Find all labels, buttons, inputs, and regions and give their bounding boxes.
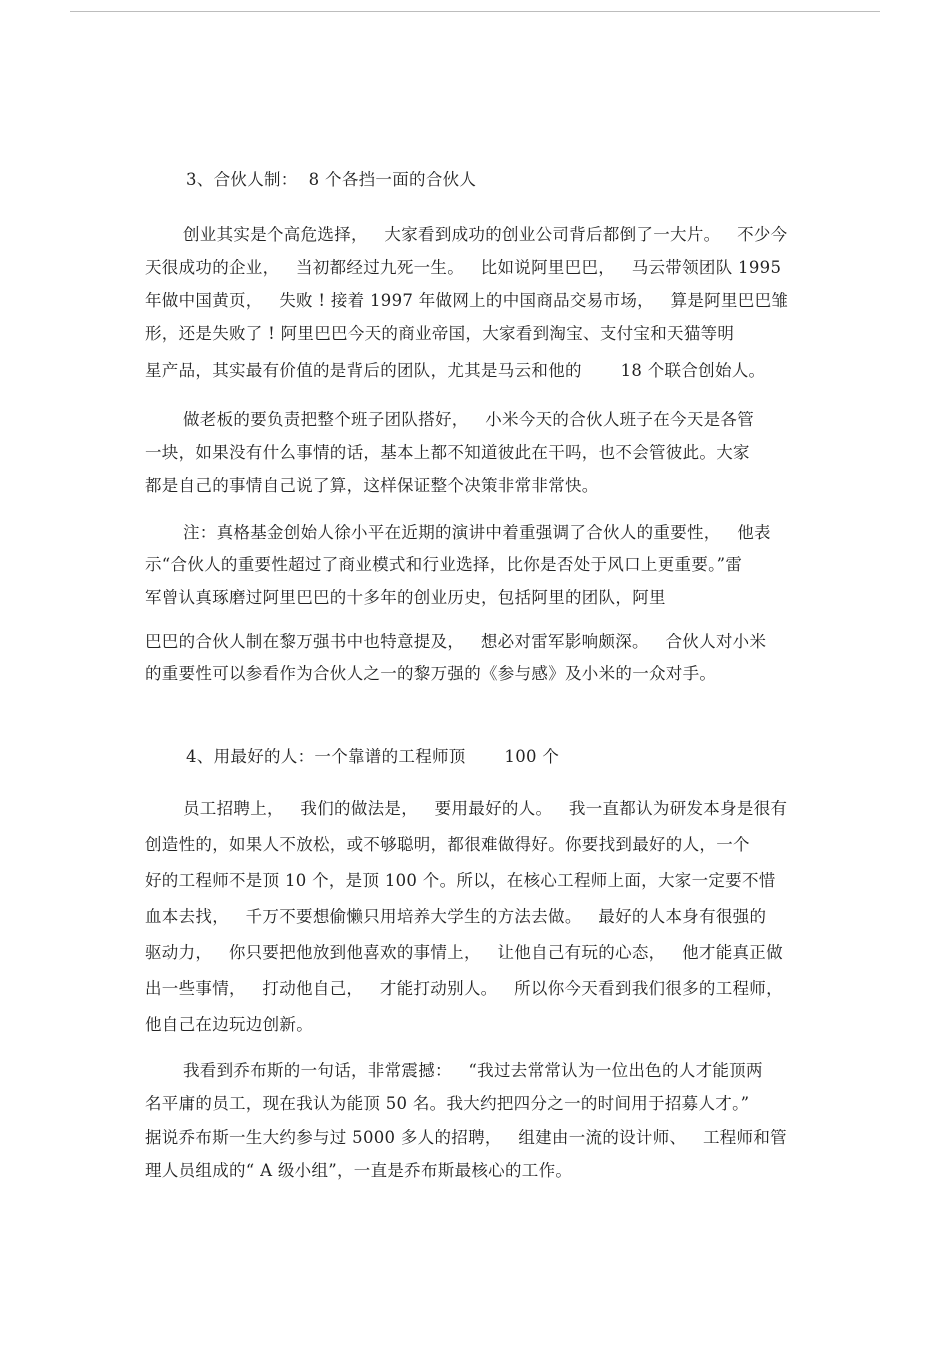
text-line: 出一些事情， 打动他自己， 才能打动别人。 所以你今天看到我们很多的工程师， <box>145 979 783 998</box>
text-line: 名平庸的员工，现在我认为能顶 50 名。我大约把四分之一的时间用于招募人才。” <box>145 1094 750 1113</box>
text-line: 血本去找， 千万不要想偷懒只用培养大学生的方法去做。 最好的人本身有很强的 <box>145 907 767 926</box>
text-line: 年做中国黄页， 失败 ! 接着 1997 年做网上的中国商品交易市场， 算是阿里巴巴雏 <box>145 291 789 310</box>
text-line: 好的工程师不是顶 10 个，是顶 100 个。所以，在核心工程师上面，大家一定要不惜 <box>145 871 776 890</box>
text-line: 星产品，其实最有价值的是背后的团队，尤其是马云和他的 18 个联合创始人。 <box>145 361 766 380</box>
text-line: 示“合伙人的重要性超过了商业模式和行业选择，比你是否处于风口上更重要。”雷 <box>145 555 743 574</box>
text-line: 他自己在边玩边创新。 <box>145 1015 313 1034</box>
text-line: 驱动力， 你只要把他放到他喜欢的事情上， 让他自己有玩的心态， 他才能真正做 <box>145 943 783 962</box>
top-rule <box>70 11 880 12</box>
text-line: 员工招聘上， 我们的做法是， 要用最好的人。 我一直都认为研发本身是很有 <box>183 799 788 818</box>
text-line: 理人员组成的“ A 级小组”，一直是乔布斯最核心的工作。 <box>145 1161 573 1180</box>
text-line: 军曾认真琢磨过阿里巴巴的十多年的创业历史，包括阿里的团队，阿里 <box>145 588 666 607</box>
text-line: 一块，如果没有什么事情的话，基本上都不知道彼此在干吗，也不会管彼此。大家 <box>145 443 750 462</box>
section-heading: 4、用最好的人：一个靠谱的工程师顶 100 个 <box>186 747 560 766</box>
text-line: 创造性的，如果人不放松，或不够聪明，都很难做得好。你要找到最好的人，一个 <box>145 835 750 854</box>
text-line: 天很成功的企业， 当初都经过九死一生。 比如说阿里巴巴， 马云带领团队 1995 <box>145 258 782 277</box>
text-line: 据说乔布斯一生大约参与过 5000 多人的招聘， 组建由一流的设计师、 工程师和管 <box>145 1128 787 1147</box>
text-line: 都是自己的事情自己说了算，这样保证整个决策非常非常快。 <box>145 476 599 495</box>
text-line: 做老板的要负责把整个班子团队搭好， 小米今天的合伙人班子在今天是各管 <box>183 410 755 429</box>
section-heading: 3、合伙人制： 8 个各挡一面的合伙人 <box>186 170 477 189</box>
text-line: 注：真格基金创始人徐小平在近期的演讲中着重强调了合伙人的重要性， 他表 <box>183 523 771 542</box>
text-line: 的重要性可以参看作为合伙人之一的黎万强的《参与感》及小米的一众对手。 <box>145 664 717 683</box>
text-line: 形，还是失败了 ! 阿里巴巴今天的商业帝国，大家看到淘宝、支付宝和天猫等明 <box>145 324 735 343</box>
text-line: 巴巴的合伙人制在黎万强书中也特意提及， 想必对雷军影响颇深。 合伙人对小米 <box>145 632 767 651</box>
text-line: 我看到乔布斯的一句话，非常震撼： “我过去常常认为一位出色的人才能顶两 <box>183 1061 763 1080</box>
text-line: 创业其实是个高危选择， 大家看到成功的创业公司背后都倒了一大片。 不少今 <box>183 225 788 244</box>
